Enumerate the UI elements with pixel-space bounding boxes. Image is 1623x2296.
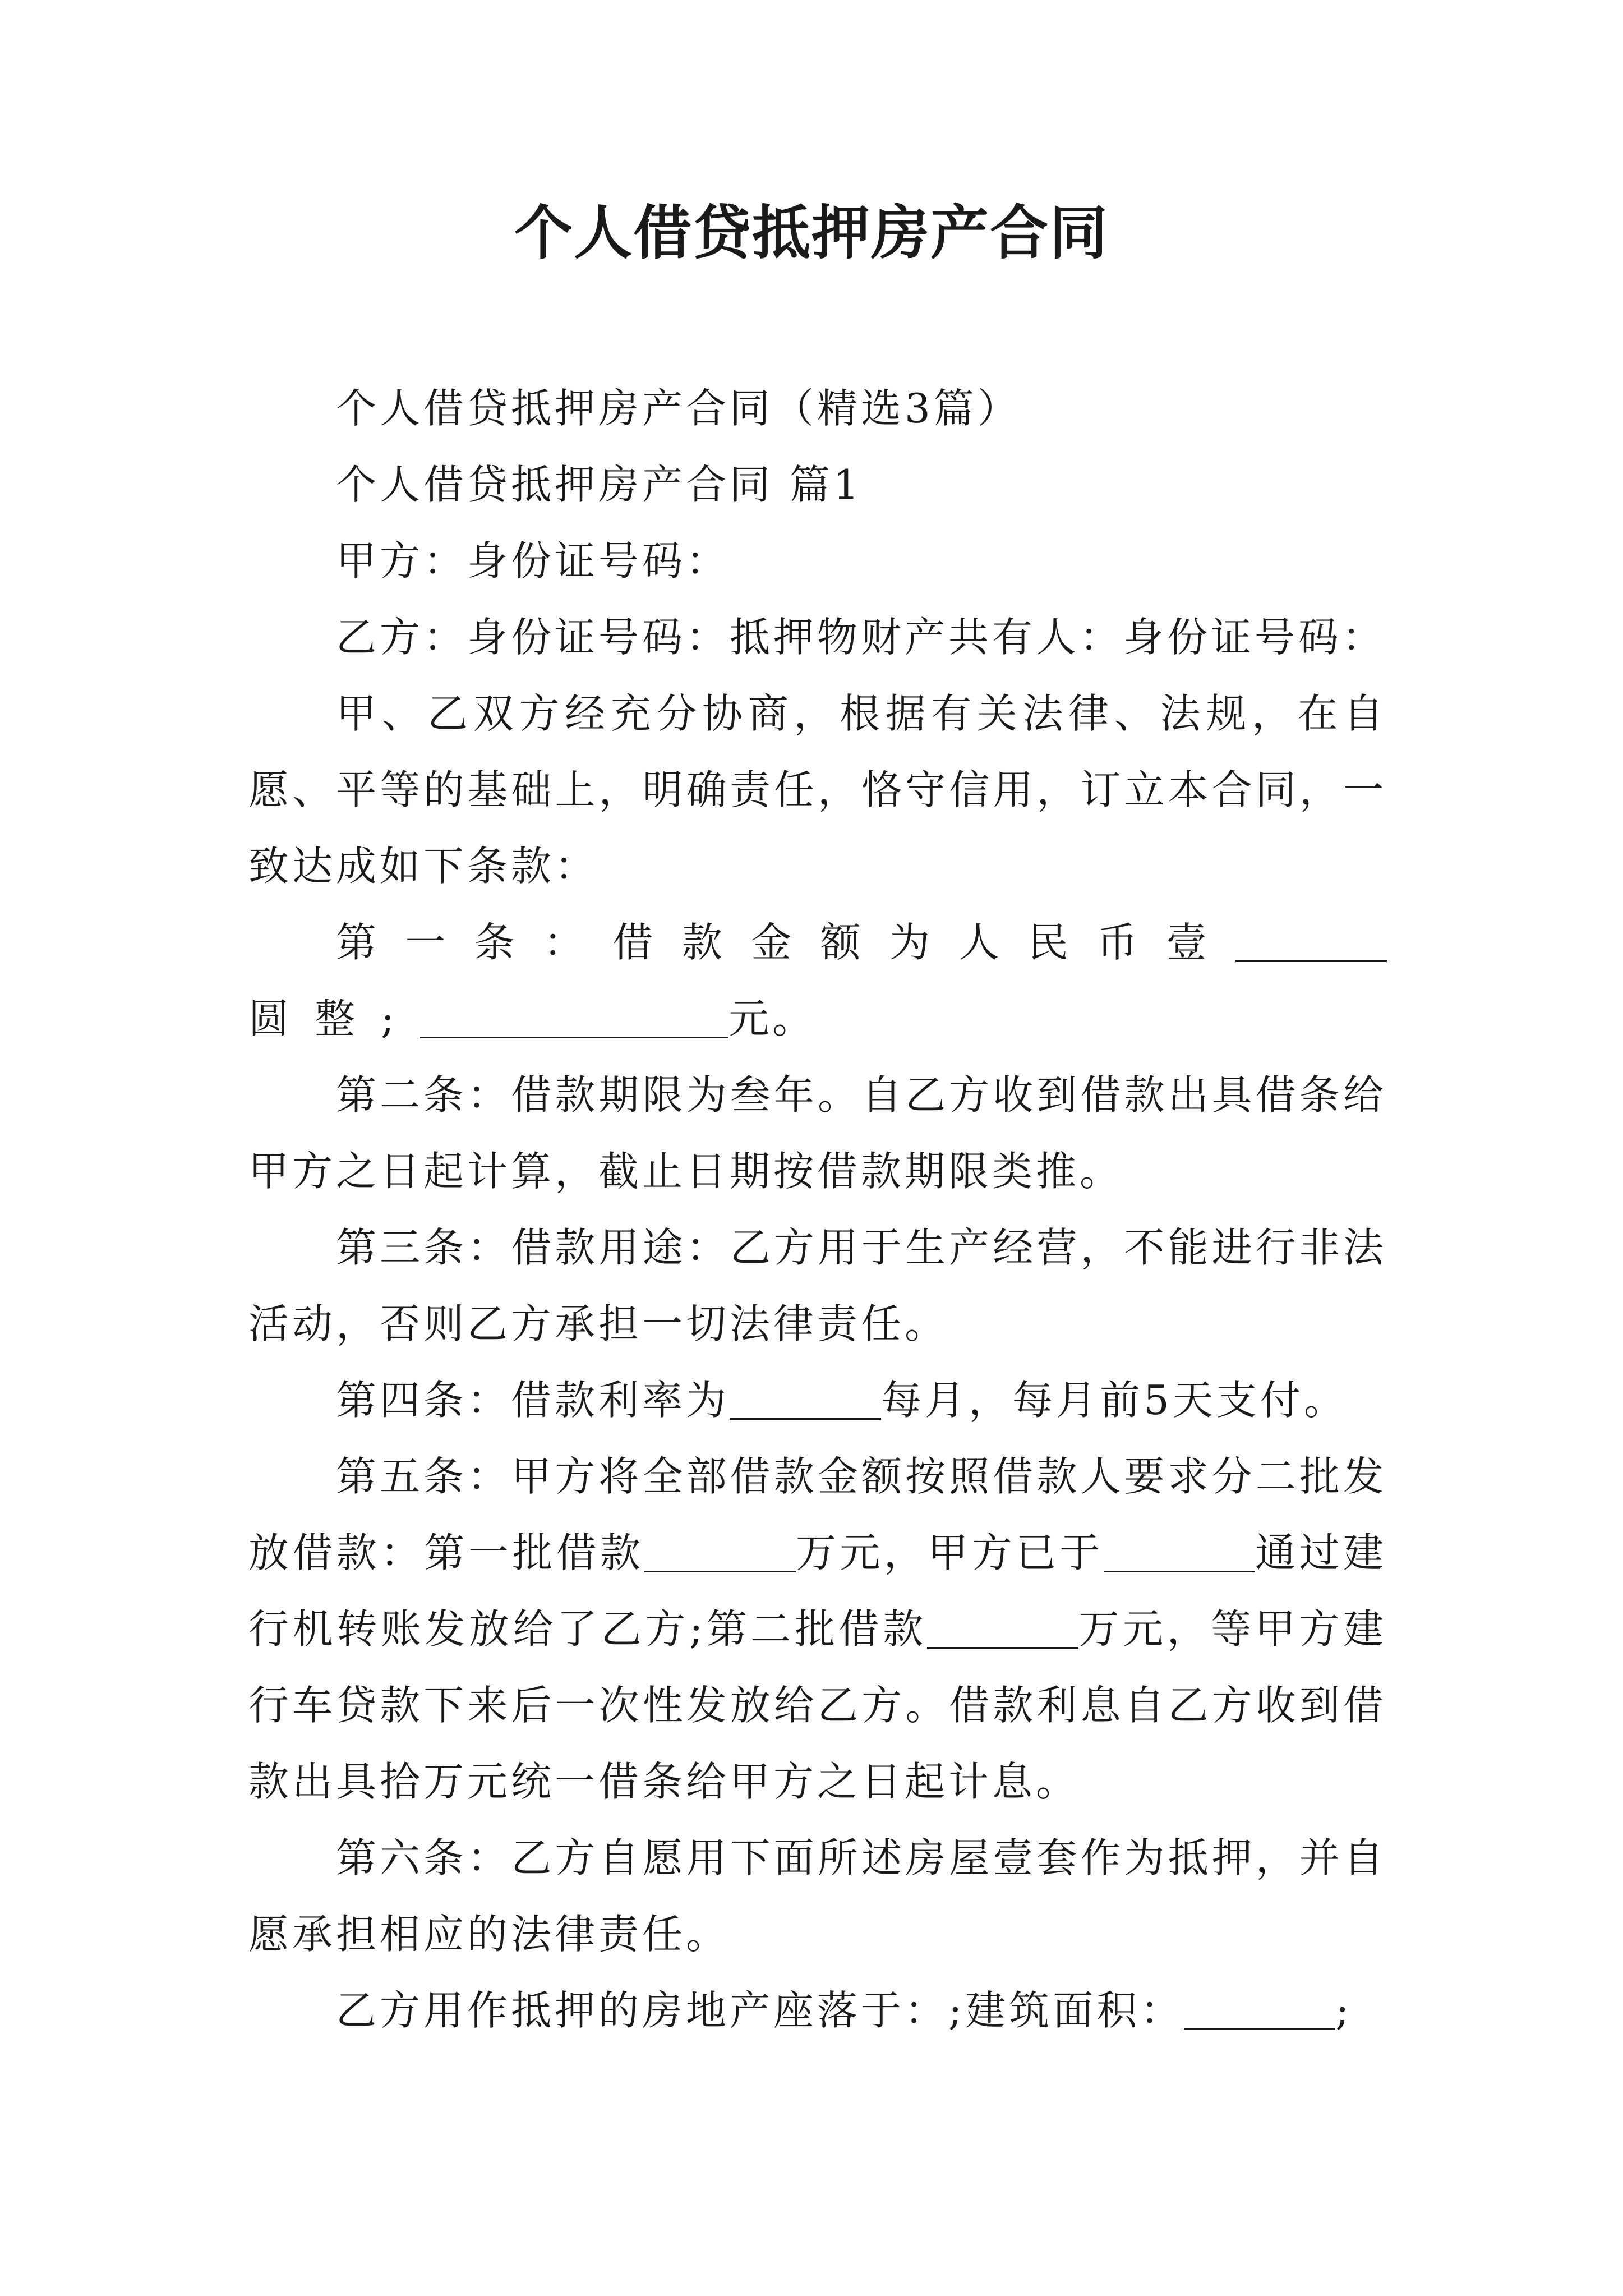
article-5-text-d: 万元，等甲方建行车贷款下来后一次性发放给乙方。借款利息自乙方收到借款出具拾万元统一借条给甲方之日起计息。 [248, 1605, 1387, 1805]
paragraph-article-2: 第二条：借款期限为叁年。自乙方收到借款出具借条给甲方之日起计算，截止日期按借款期限类推。 [248, 1071, 1387, 1195]
document-body [248, 370, 1387, 2049]
mortgage-property-text-b: ; [1335, 1987, 1353, 2034]
article-5-text-b: 万元，甲方已于 [795, 1529, 1104, 1576]
paragraph-article-4 [248, 1362, 1387, 1438]
paragraph-party-a: 甲方：身份证号码： [336, 537, 730, 585]
paragraph-section-heading: 个人借贷抵押房产合同 篇1 [336, 461, 863, 508]
blank-line [1104, 1531, 1255, 1572]
blank-line [1235, 921, 1387, 962]
mortgage-property-text: 乙方用作抵押的房地产座落于：;建筑面积： [336, 1987, 1184, 2034]
paragraph-party-b: 乙方：身份证号码：抵押物财产共有人：身份证号码： [336, 614, 1386, 661]
document-title: 个人借贷抵押房产合同 [514, 198, 1109, 267]
paragraph-article-1 [248, 904, 1387, 1057]
paragraph-article-6: 第六条：乙方自愿用下面所述房屋壹套作为抵押，并自愿承担相应的法律责任。 [248, 1834, 1387, 1958]
article-5-text-c: 通过建行机转账发放给了乙方;第二批借款 [248, 1529, 1387, 1653]
blank-line [420, 997, 728, 1038]
article-1-text: 第一条：借款金额为人民币壹 [336, 919, 1235, 966]
blank-line [730, 1379, 881, 1420]
article-4-text-b: 每月，每月前5天支付。 [881, 1377, 1348, 1424]
paragraph-mortgage-property [248, 1972, 1387, 2049]
article-5-text: 第五条：甲方将全部借款金额按照借款人要求分二批发放借款：第一批借款 [248, 1453, 1387, 1576]
paragraph-article-3: 第三条：借款用途：乙方用于生产经营，不能进行非法活动，否则乙方承担一切法律责任。 [248, 1224, 1387, 1347]
blank-line [927, 1608, 1078, 1649]
article-1-text-c: 元。 [728, 995, 817, 1042]
paragraph-article-5 [248, 1438, 1387, 1820]
blank-line [1184, 1989, 1335, 2030]
article-1-text-b: 圆整; [248, 995, 421, 1042]
paragraph-preamble: 甲、乙双方经充分协商，根据有关法律、法规，在自愿、平等的基础上，明确责任，恪守信用，订立本合同，一致达成如下条款： [248, 690, 1387, 890]
article-4-text: 第四条：借款利率为 [336, 1377, 730, 1424]
paragraph-subtitle: 个人借贷抵押房产合同（精选3篇） [336, 385, 1021, 432]
blank-line [644, 1531, 796, 1572]
